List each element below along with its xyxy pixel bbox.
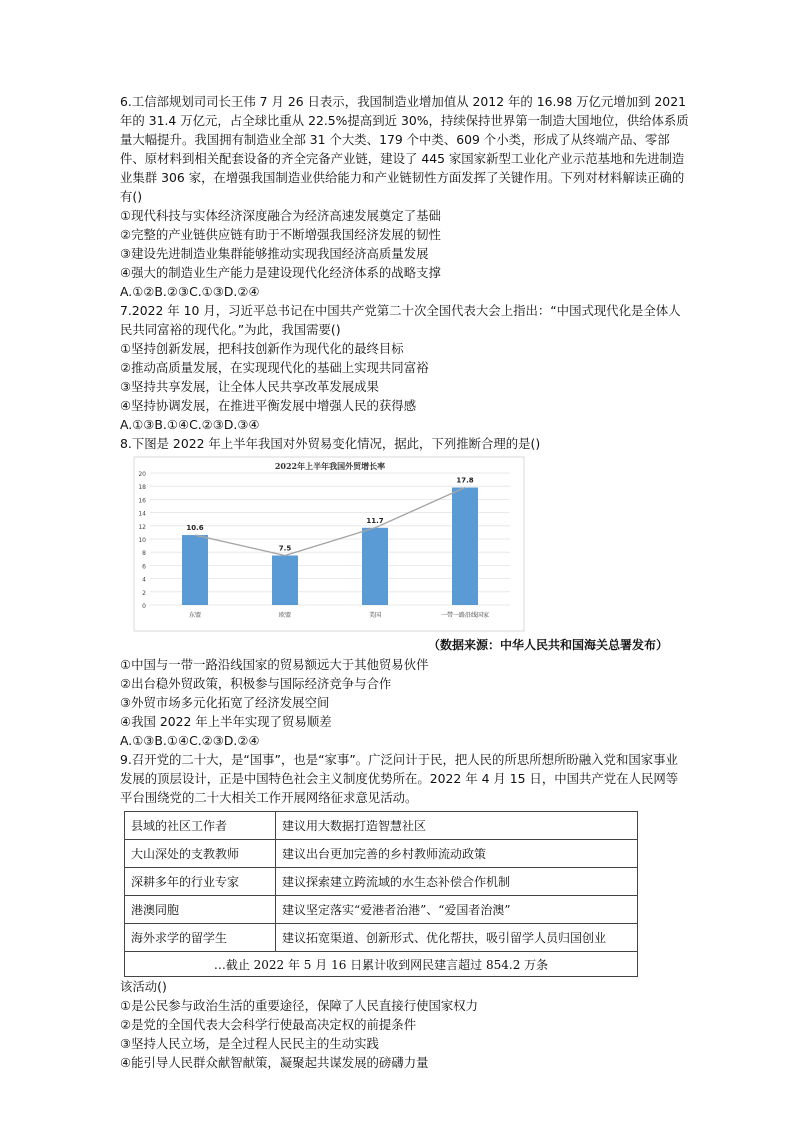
chart-source: （数据来源：中华人民共和国海关总署发布）	[427, 638, 668, 652]
suggestion-table	[124, 811, 638, 977]
q6-option-2: ②完整的产业链供应链有助于不断增强我国经济发展的韧性	[120, 227, 441, 242]
category-label: 美国	[368, 612, 382, 619]
y-tick-label: 4	[142, 576, 146, 584]
table-cell-who: 海外求学的留学生	[125, 924, 276, 952]
table-cell-advice: 建议探索建立跨流域的水生态补偿合作机制	[276, 868, 638, 896]
y-tick-label: 0	[142, 603, 146, 610]
q9-lead: 该活动()	[120, 979, 167, 994]
q7-option-4: ④坚持协调发展，在推进平衡发展中增强人民的获得感	[120, 398, 417, 413]
y-tick-label: 20	[138, 471, 146, 478]
y-tick-label: 10	[138, 537, 146, 544]
q9-option-1: ①是公民参与政治生活的重要途径，保障了人民直接行使国家权力	[120, 998, 479, 1013]
q7-choices: A.①③B.①④C.②③D.③④	[120, 417, 260, 432]
category-label: 欧盟	[278, 612, 292, 619]
data-label: 7.5	[278, 544, 292, 553]
q7-option-2: ②推动高质量发展，在实现现代化的基础上实现共同富裕	[120, 360, 429, 375]
table-cell-advice: 建议拓宽渠道、创新形式、优化帮扶，吸引留学人员归国创业	[276, 924, 638, 952]
bar	[272, 556, 298, 606]
q6-option-1: ①现代科技与实体经济深度融合为经济高速发展奠定了基础	[120, 208, 441, 223]
table-cell-advice: 建议出台更加完善的乡村教师流动政策	[276, 840, 638, 868]
q7-option-3: ③坚持共享发展，让全体人民共享改革发展成果	[120, 379, 379, 394]
q9-option-4: ④能引导人民群众献智献策，凝聚起共谋发展的磅礴力量	[120, 1055, 429, 1070]
table-footer-row	[125, 952, 638, 977]
y-tick-label: 18	[138, 484, 146, 492]
q7-stem: 7.2022 年 10 月，习近平总书记在中国共产党第二十次全国代表大会上指出：“中国式现代化是全体人民共同富裕的现代化。”为此，我国需要()	[120, 303, 681, 337]
chart-svg	[120, 455, 668, 633]
table-row	[125, 840, 638, 868]
table-cell-advice: 建议用大数据打造智慧社区	[276, 812, 638, 840]
bar	[362, 528, 388, 605]
table-row	[125, 812, 638, 840]
category-label: 一带一路沿线国家	[440, 612, 490, 619]
data-label: 11.7	[366, 516, 384, 525]
table-row	[125, 868, 638, 896]
q6-option-4: ④强大的制造业生产能力是建设现代化经济体系的战略支撑	[120, 265, 441, 280]
y-tick-label: 14	[138, 510, 146, 518]
q6-option-3: ③建设先进制造业集群能够推动实现我国经济高质量发展	[120, 246, 429, 261]
q9-option-3: ③坚持人民立场，是全过程人民民主的生动实践	[120, 1036, 379, 1051]
table-cell-who: 大山深处的支教教师	[125, 840, 276, 868]
table-cell-advice: 建议坚定落实“爱港者治港”、“爱国者治澳”	[276, 896, 638, 924]
table-cell-who: 县域的社区工作者	[125, 812, 276, 840]
table-cell-who: 港澳同胞	[125, 896, 276, 924]
y-tick-label: 2	[142, 589, 146, 597]
q9-stem: 9.召开党的二十大，是“国事”，也是“家事”。广泛问计于民，把人民的所思所想所盼融入党和国家事业发展的顶层设计，正是中国特色社会主义制度优势所在。2022 年 4 月 15 日，中国共产党在人民网等平台围绕党的二十大相关工作开展网络征求意见活动。	[120, 752, 679, 805]
bar	[452, 488, 478, 605]
chart-title: 2022年上半年我国外贸增长率	[274, 461, 386, 471]
q8-stem: 8.下图是 2022 年上半年我国对外贸易变化情况，据此，下列推断合理的是()	[120, 436, 541, 451]
y-tick-label: 16	[138, 497, 146, 505]
q8-option-3: ③外贸市场多元化拓宽了经济发展空间	[120, 695, 330, 710]
q8-option-2: ②出台稳外贸政策，积极参与国际经济竞争与合作	[120, 676, 392, 691]
q8-choices: A.①③B.①④C.②③D.②④	[120, 733, 260, 748]
data-label: 17.8	[456, 476, 474, 485]
q9-option-2: ②是党的全国代表大会科学行使最高决定权的前提条件	[120, 1017, 417, 1032]
q8-option-1: ①中国与一带一路沿线国家的贸易额远大于其他贸易伙伴	[120, 657, 429, 672]
y-tick-label: 12	[138, 523, 146, 531]
y-tick-label: 6	[142, 563, 146, 571]
bar	[182, 535, 208, 605]
q6-choices: A.①②B.②③C.①③D.②④	[120, 284, 260, 299]
q6-stem: 6.工信部规划司司长王伟 7 月 26 日表示，我国制造业增加值从 2012 年的 16.98 万亿元增加到 2021 年的 31.4 万亿元，占全球比重从 22.5%提高到近 30%，持续保持世界第一制造大国地位，供给体系质量大幅提升。我国拥有制造业全部 31 个大类、179 个中类、609 个小类，形成了从终端产品、零部件、原材料到相关配套设备的齐全完备产业链，建设了 445 家国家新型工业化产业示范基地和先进制造业集群 306 家，在增强我国制造业供给能力和产业链韧性方面发挥了关键作用。下列对材料解读正确的有()	[120, 94, 689, 204]
table-cell-who: 深耕多年的行业专家	[125, 868, 276, 896]
category-label: 东盟	[188, 612, 202, 619]
q7-option-1: ①坚持创新发展，把科技创新作为现代化的最终目标	[120, 341, 404, 356]
table-row	[125, 896, 638, 924]
table-footer: …截止 2022 年 5 月 16 日累计收到网民建言超过 854.2 万条	[125, 952, 638, 977]
trade-growth-chart	[120, 455, 668, 633]
table-row	[125, 924, 638, 952]
exam-page	[120, 92, 690, 1072]
data-label: 10.6	[186, 524, 204, 533]
q8-option-4: ④我国 2022 年上半年实现了贸易顺差	[120, 714, 332, 729]
y-tick-label: 8	[142, 550, 146, 558]
